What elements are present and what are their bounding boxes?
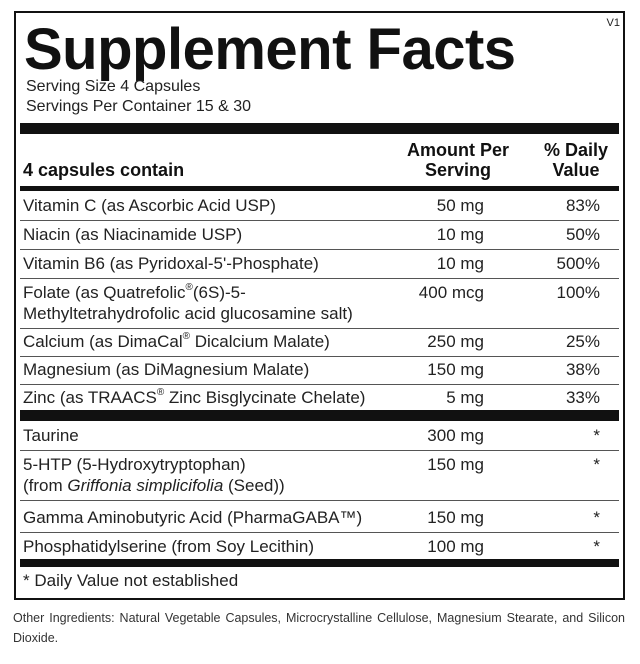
row-divider [20, 450, 619, 451]
ingredient-dv: * [593, 537, 600, 556]
nutrient-name: Vitamin C (as Ascorbic Acid USP) [23, 196, 276, 215]
daily-value-header [534, 140, 618, 180]
row-divider [20, 500, 619, 501]
header-divider [20, 186, 619, 191]
botanical-name: Griffonia simplicifolia [67, 476, 224, 495]
nutrient-name-part: Folate (as Quatrefolic [23, 283, 186, 302]
ingredient-amount: 150 mg [427, 508, 484, 527]
nutrient-dv: 500% [556, 254, 600, 273]
row-divider [20, 249, 619, 250]
thick-divider [20, 559, 619, 567]
daily-value-footnote: * Daily Value not established [23, 571, 239, 590]
nutrient-dv: 33% [565, 388, 600, 407]
servings-per-container: Servings Per Container 15 & 30 [26, 98, 252, 115]
nutrient-amount: 150 mg [427, 360, 484, 379]
nutrient-amount: 10 mg [436, 225, 484, 244]
nutrient-name: Vitamin B6 (as Pyridoxal-5'-Phosphate) [23, 254, 319, 273]
serving-size: Serving Size 4 Capsules [26, 78, 201, 95]
nutrient-dv: 83% [565, 196, 600, 215]
nutrient-amount: 400 mcg [418, 283, 484, 302]
amount-header-line2: Serving [424, 160, 492, 180]
nutrient-name: Magnesium (as DiMagnesium Malate) [23, 360, 310, 379]
other-ingredients: Other Ingredients: Natural Vegetable Capsules, Microcrystalline Cellulose, Magnesium Stearate, and Silicon Dioxide. [13, 611, 625, 645]
amount-header-line1: Amount Per [406, 140, 509, 160]
nutrient-name-part: Zinc (as TRAACS [23, 388, 157, 407]
ingredient-name: Taurine [23, 426, 79, 445]
nutrient-dv: 100% [556, 283, 600, 302]
amount-header [398, 140, 518, 180]
nutrient-name-line2: Methyltetrahydrofolic acid glucosamine salt) [23, 304, 353, 323]
ingredient-name: Phosphatidylserine (from Soy Lecithin) [23, 537, 315, 556]
row-divider [20, 220, 619, 221]
row-divider [20, 384, 619, 385]
nutrient-name-part: Zinc Bisglycinate Chelate) [164, 388, 366, 407]
nutrient-name: Niacin (as Niacinamide USP) [23, 225, 243, 244]
ingredient-dv: * [593, 508, 600, 527]
thick-divider [20, 410, 619, 421]
ingredient-name-part: (from [23, 476, 68, 495]
nutrient-dv: 25% [565, 332, 600, 351]
ingredient-dv: * [593, 455, 600, 474]
row-divider [20, 328, 619, 329]
thick-divider [20, 123, 619, 134]
ingredient-amount: 100 mg [427, 537, 484, 556]
ingredient-name: Gamma Aminobutyric Acid (PharmaGABA™) [23, 508, 363, 527]
nutrient-name [23, 331, 408, 352]
nutrient-dv: 50% [565, 225, 600, 244]
registered-mark: ® [185, 282, 193, 294]
nutrient-name [23, 282, 408, 324]
nutrient-name [23, 387, 408, 408]
nutrient-dv: 38% [565, 360, 600, 379]
row-divider [20, 278, 619, 279]
nutrient-name-part: Calcium (as DimaCal [23, 332, 183, 351]
nutrient-amount: 10 mg [436, 254, 484, 273]
nutrient-amount: 5 mg [446, 388, 484, 407]
dv-header-line1: % Daily [543, 140, 609, 160]
ingredient-amount: 300 mg [427, 426, 484, 445]
ingredient-name-part: (Seed)) [223, 476, 285, 495]
ingredient-name [23, 454, 408, 496]
contain-header: 4 capsules contain [23, 160, 185, 180]
ingredient-name-line1: 5-HTP (5-Hydroxytryptophan) [23, 455, 246, 474]
registered-mark: ® [182, 331, 191, 343]
row-divider [20, 356, 619, 357]
panel-title: Supplement Facts [24, 17, 516, 82]
ingredient-dv: * [593, 426, 600, 445]
ingredient-amount: 150 mg [427, 455, 484, 474]
nutrient-amount: 250 mg [427, 332, 484, 351]
nutrient-name-part: Dicalcium Malate) [190, 332, 330, 351]
row-divider [20, 532, 619, 533]
supplement-facts-panel [14, 11, 625, 600]
nutrient-amount: 50 mg [436, 196, 484, 215]
nutrient-name-part: (6S)-5- [192, 283, 246, 302]
dv-header-line2: Value [552, 160, 600, 180]
registered-mark: ® [156, 387, 165, 399]
version-label: V1 [606, 17, 620, 29]
